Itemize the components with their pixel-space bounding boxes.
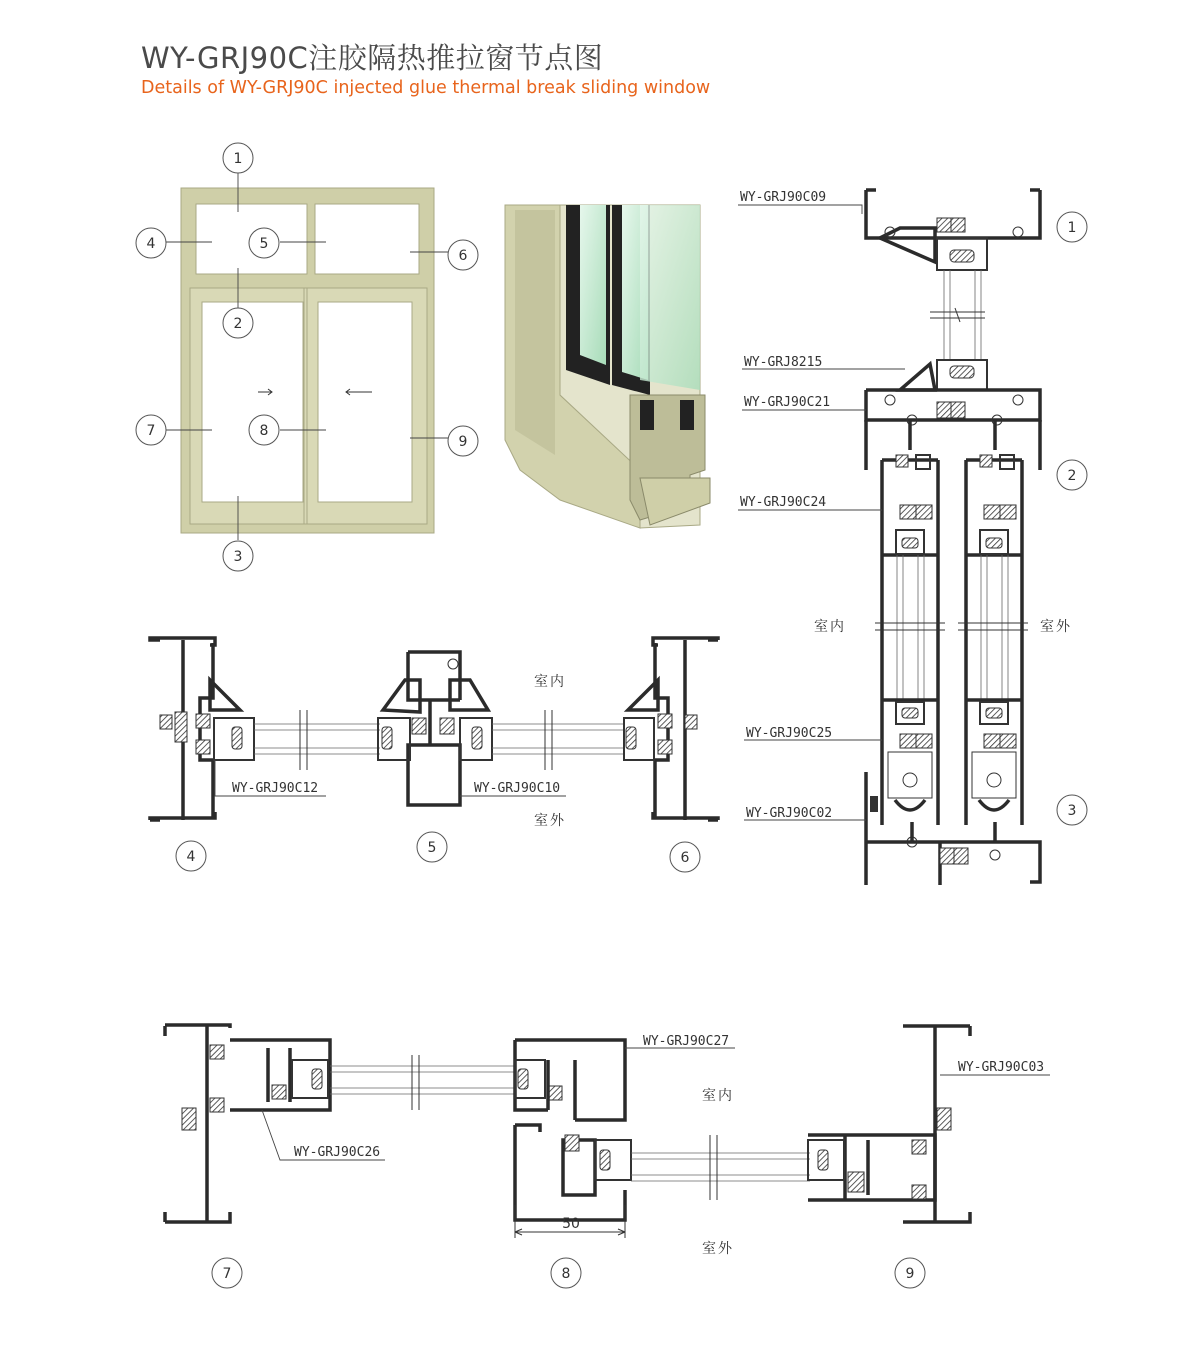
label-c24: WY-GRJ90C24 bbox=[740, 495, 827, 510]
svg-text:6: 6 bbox=[458, 248, 468, 264]
upper-section-labels bbox=[176, 673, 700, 872]
svg-text:1: 1 bbox=[233, 151, 243, 167]
profile-corner-render bbox=[505, 205, 710, 528]
callout-s9 bbox=[895, 1258, 925, 1288]
page-subtitle: Details of WY-GRJ90C injected glue thermal break sliding window bbox=[141, 78, 711, 98]
callout-4 bbox=[136, 228, 166, 258]
label-c26: WY-GRJ90C26 bbox=[294, 1145, 381, 1160]
label-c10: WY-GRJ90C10 bbox=[474, 781, 561, 796]
window-elevation bbox=[166, 172, 448, 540]
label-c03: WY-GRJ90C03 bbox=[958, 1060, 1045, 1075]
callout-1 bbox=[223, 143, 253, 173]
callout-s6 bbox=[670, 842, 700, 872]
callout-s7 bbox=[212, 1258, 242, 1288]
svg-text:4: 4 bbox=[146, 236, 156, 252]
label-c21: WY-GRJ90C21 bbox=[744, 395, 831, 410]
svg-text:8: 8 bbox=[259, 423, 269, 439]
svg-text:7: 7 bbox=[222, 1266, 232, 1282]
svg-text:7: 7 bbox=[146, 423, 156, 439]
page-title: WY-GRJ90C注胶隔热推拉窗节点图 bbox=[141, 41, 604, 75]
callout-7 bbox=[136, 415, 166, 445]
callout-3 bbox=[223, 541, 253, 571]
svg-text:2: 2 bbox=[1067, 468, 1077, 484]
svg-text:2: 2 bbox=[233, 316, 243, 332]
dimension-label: 50 bbox=[562, 1216, 580, 1232]
label-c09: WY-GRJ90C09 bbox=[740, 190, 827, 205]
callout-s8 bbox=[551, 1258, 581, 1288]
svg-text:3: 3 bbox=[1067, 803, 1077, 819]
lower-outdoor-label: 室外 bbox=[702, 1241, 734, 1257]
callout-2 bbox=[223, 308, 253, 338]
svg-text:3: 3 bbox=[233, 549, 243, 565]
upper-indoor-label: 室内 bbox=[534, 674, 566, 690]
callout-8 bbox=[249, 415, 279, 445]
callout-9 bbox=[448, 426, 478, 456]
svg-text:1: 1 bbox=[1067, 220, 1077, 236]
callout-v3 bbox=[1057, 795, 1087, 825]
svg-text:6: 6 bbox=[680, 850, 690, 866]
svg-text:9: 9 bbox=[458, 434, 468, 450]
lower-indoor-label: 室内 bbox=[702, 1088, 734, 1104]
label-c27: WY-GRJ90C27 bbox=[643, 1034, 730, 1049]
outdoor-label: 室外 bbox=[1040, 619, 1072, 635]
label-c12: WY-GRJ90C12 bbox=[232, 781, 319, 796]
vertical-section bbox=[738, 190, 1040, 885]
label-8215: WY-GRJ8215 bbox=[744, 355, 823, 370]
callout-6 bbox=[448, 240, 478, 270]
indoor-label: 室内 bbox=[814, 619, 846, 635]
svg-text:5: 5 bbox=[427, 840, 437, 856]
svg-text:5: 5 bbox=[259, 236, 269, 252]
upper-outdoor-label: 室外 bbox=[534, 813, 566, 829]
callout-5 bbox=[249, 228, 279, 258]
callout-v2 bbox=[1057, 460, 1087, 490]
callout-s5 bbox=[417, 832, 447, 862]
svg-text:8: 8 bbox=[561, 1266, 571, 1282]
svg-text:9: 9 bbox=[905, 1266, 915, 1282]
label-c25: WY-GRJ90C25 bbox=[746, 726, 833, 741]
lower-horizontal-section bbox=[165, 1025, 1050, 1238]
callout-s4 bbox=[176, 841, 206, 871]
callout-v1 bbox=[1057, 212, 1087, 242]
svg-text:4: 4 bbox=[186, 849, 196, 865]
label-c02: WY-GRJ90C02 bbox=[746, 806, 833, 821]
